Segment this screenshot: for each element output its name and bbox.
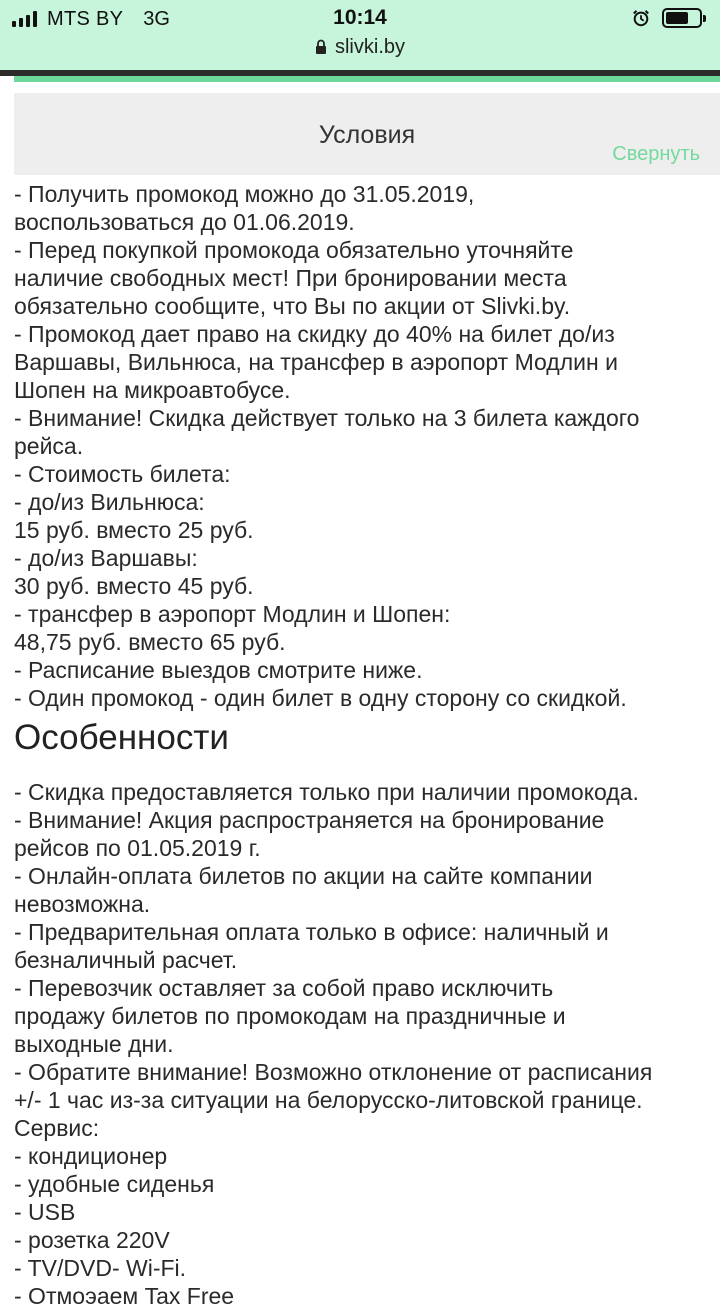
conditions-line: Варшавы, Вильнюса, на трансфер в аэропорт Модлин и [14, 349, 618, 375]
features-line: Сервис: [14, 1115, 100, 1141]
conditions-line: 15 руб. вместо 25 руб. [14, 517, 254, 543]
conditions-line: 48,75 руб. вместо 65 руб. [14, 629, 286, 655]
features-line: выходные дни. [14, 1031, 174, 1057]
status-right [632, 8, 702, 28]
conditions-line: воспользоваться до 01.06.2019. [14, 209, 355, 235]
url-text: slivki.by [334, 36, 405, 58]
conditions-line: Шопен на микроавтобусе. [14, 377, 291, 403]
conditions-line: - Один промокод - один билет в одну сторону со скидкой. [14, 685, 627, 711]
battery-icon [662, 8, 702, 28]
features-text [14, 778, 714, 1310]
conditions-line: - Промокод дает право на скидку до 40% на билет до/из [14, 321, 615, 347]
status-bar [0, 0, 720, 70]
features-line: - USB [14, 1199, 76, 1225]
lock-icon [315, 39, 327, 55]
clock: 10:14 [333, 6, 387, 29]
features-line: - Онлайн-оплата билетов по акции на сайте компании [14, 863, 593, 889]
conditions-title: Условия [318, 121, 416, 149]
conditions-line: обязательно сообщите, что Вы по акции от Slivki.by. [14, 293, 571, 319]
conditions-line: - до/из Варшавы: [14, 545, 198, 571]
features-line: +/- 1 час из-за ситуации на белорусско-литовской границе. [14, 1087, 643, 1113]
address-bar[interactable] [0, 36, 720, 59]
conditions-text [14, 180, 714, 712]
features-title: Особенности [14, 718, 229, 757]
features-line: рейсов по 01.05.2019 г. [14, 835, 261, 861]
collapse-link[interactable]: Свернуть [612, 143, 700, 165]
features-line: невозможна. [14, 891, 151, 917]
conditions-content [14, 180, 714, 1310]
features-line: - Отмоэаем Tax Free [14, 1283, 235, 1309]
conditions-line: рейса. [14, 433, 84, 459]
alarm-clock-icon [632, 9, 650, 27]
conditions-line: - Внимание! Скидка действует только на 3 билета каждого [14, 405, 640, 431]
features-line: - TV/DVD- Wi-Fi. [14, 1255, 187, 1281]
features-line: - Перевозчик оставляет за собой право исключить [14, 975, 554, 1001]
network-type: 3G [143, 7, 170, 30]
features-line: - кондиционер [14, 1143, 168, 1169]
features-line: продажу билетов по промокодам на праздничные и [14, 1003, 566, 1029]
conditions-line: 30 руб. вместо 45 руб. [14, 573, 254, 599]
accent-line [14, 76, 720, 82]
conditions-line: - Стоимость билета: [14, 461, 231, 487]
conditions-line: - до/из Вильнюса: [14, 489, 205, 515]
features-line: - Предварительная оплата только в офисе: наличный и [14, 919, 609, 945]
conditions-line: наличие свободных мест! При бронировании места [14, 265, 567, 291]
conditions-header [14, 93, 720, 175]
carrier-name: MTS BY [47, 7, 124, 30]
features-line: - розетка 220V [14, 1227, 170, 1253]
features-line: - Скидка предоставляется только при наличии промокода. [14, 779, 639, 805]
features-line: - Внимание! Акция распространяется на бронирование [14, 807, 605, 833]
conditions-line: - Перед покупкой промокода обязательно уточняйте [14, 237, 574, 263]
features-line: безналичный расчет. [14, 947, 238, 973]
conditions-line: - трансфер в аэропорт Модлин и Шопен: [14, 601, 451, 627]
features-line: - удобные сиденья [14, 1171, 215, 1197]
conditions-line: - Расписание выездов смотрите ниже. [14, 657, 423, 683]
conditions-line: - Получить промокод можно до 31.05.2019, [14, 181, 475, 207]
features-line: - Обратите внимание! Возможно отклонение от расписания [14, 1059, 653, 1085]
